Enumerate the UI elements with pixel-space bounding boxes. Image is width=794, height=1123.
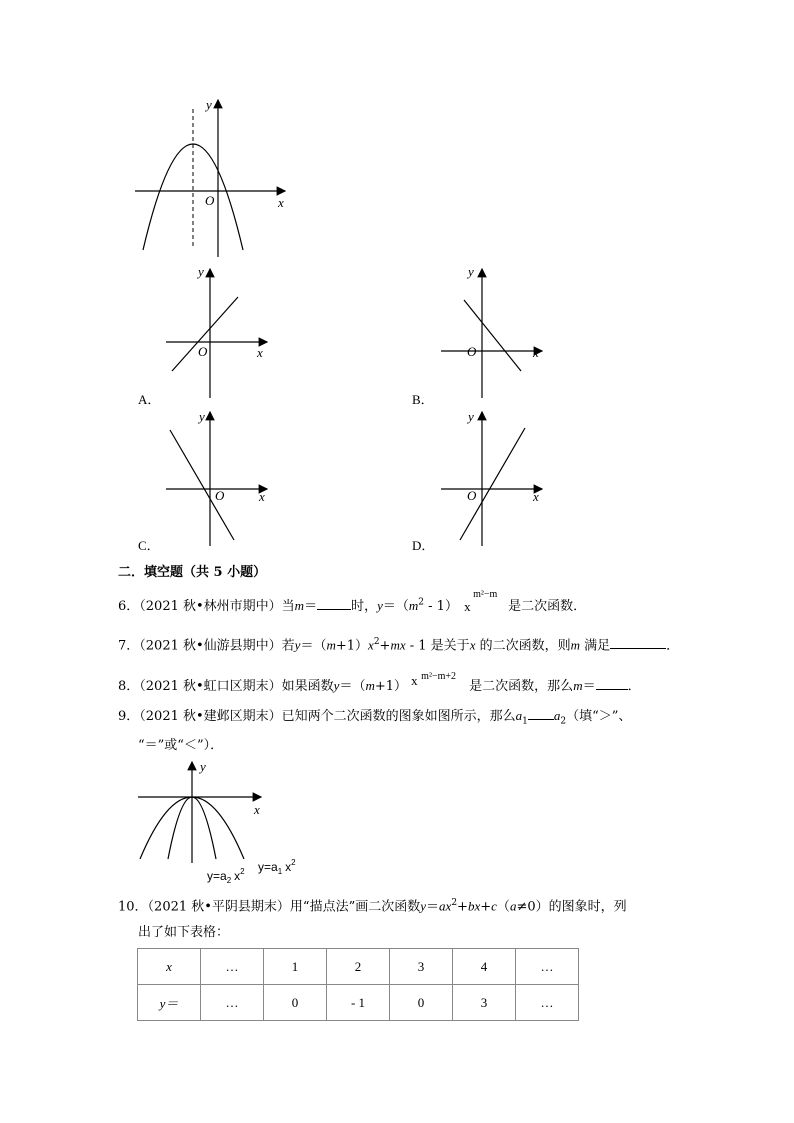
var-m: m [326,637,336,653]
question-8 [118,672,641,696]
text: 满足 [580,638,611,654]
text: ≠0）的图象时，列 [516,899,627,915]
question-6 [118,589,587,616]
text: - 1 是关于 [405,638,470,654]
question-source: （2021 秋•仙游县期中）若 [139,638,295,654]
table-cell: 2 [327,949,390,985]
option-b-label[interactable]: B． [412,392,434,407]
answer-blank[interactable] [528,707,554,720]
text: （ [496,899,510,915]
line-graph [172,297,238,371]
table-row [138,949,579,985]
subscript: 1 [522,716,528,727]
line-graph [460,428,525,540]
x-label: x [259,489,265,504]
x-label: x [533,345,539,360]
table-cell: 1 [264,949,327,985]
power-expression [411,672,469,690]
text: ＝（ [339,679,366,694]
table-cell: 4 [453,949,516,985]
var-a: a [509,898,517,914]
table-cell: 3 [453,985,516,1021]
text: ＝ [426,899,440,915]
question-number: 8． [118,679,140,694]
var-a2: a [553,708,561,723]
var-x: x [469,637,476,653]
question-10-line-2: 出了如下表格： [138,925,230,940]
option-d-graph [437,408,552,548]
origin-label: O [215,488,225,503]
var-a1: a [515,708,523,723]
question-number: 6． [118,599,140,614]
question-10 [118,894,627,916]
var-m: m [365,678,375,693]
option-c-label[interactable]: C． [138,538,160,553]
option-b-graph [437,265,552,400]
origin-label: O [467,344,477,359]
option-c-graph [162,408,277,548]
section-heading: 二．填空题（共 5 小题） [118,565,267,580]
y-label: y [468,409,474,424]
label-a1: $y=a_1$ $x^2$ [258,858,296,876]
table-cell: x [138,949,201,985]
var-y: y [420,898,427,914]
table-cell: 3 [390,949,453,985]
var-ax: ax [439,898,452,914]
text: +1） [335,638,369,654]
question-source: （2021 秋•建邺区期末）已知两个二次函数的图象如图所示，那么 [139,709,516,724]
y-label: y [206,97,212,112]
text: + [480,899,492,915]
answer-blank[interactable] [610,636,666,649]
line-graph [464,300,521,371]
y-label: y [200,759,206,774]
table-cell: … [201,985,264,1021]
y-label: y [198,265,204,279]
question-number: 10． [118,899,148,915]
subscript: 2 [560,716,567,727]
exponent: m²−m [473,589,498,600]
table-cell: … [516,985,579,1021]
table-cell: 0 [390,985,453,1021]
parabola-graph [135,95,295,260]
text: ＝ [304,599,318,614]
question-7 [118,633,679,655]
value-table [137,948,579,1021]
text: 的二次函数，则 [475,638,571,654]
x-label: x [257,345,263,360]
x-label: x [254,802,260,817]
power-expression [462,589,508,614]
var-x: x [411,673,418,688]
question-number: 9． [118,709,140,724]
two-parabolas-graph [136,758,311,883]
var-c: c [491,898,497,914]
table-row [138,985,579,1021]
var-mx: mx [390,637,406,653]
var-m: m [570,637,580,653]
table-cell: - 1 [327,985,390,1021]
var-y: y [377,598,383,613]
var-y: y [333,678,340,693]
option-a-label[interactable]: A． [138,392,161,407]
text: ＝ [582,679,596,694]
label-a2: $y=a_2$ $x^2$ [207,867,245,883]
text: - 1） [424,599,458,614]
text: 是二次函数，那么 [469,679,574,694]
var-m: m [573,678,583,693]
text: （填“＞”、 [566,709,632,724]
table-cell: … [516,949,579,985]
text: 是二次函数． [508,599,587,614]
text: + [457,899,468,915]
line-graph [170,430,234,540]
y-label: y [468,265,474,279]
question-source: （2021 秋•虹口区期末）如果函数 [139,679,334,694]
exponent: 2 [373,637,380,647]
question-source: （2021 秋•平阴县期末）用“描点法”画二次函数 [147,899,421,915]
table-cell: y＝ [138,985,201,1021]
text: ． [666,638,680,654]
var-y: y [294,637,301,653]
text: 时， [351,599,378,614]
table-cell: 0 [264,985,327,1021]
text: ＝（ [382,599,409,614]
var-bx: bx [467,898,481,914]
y-label: y [199,409,205,424]
exponent: 2 [418,597,425,608]
text: ． [627,679,641,694]
text: ＝（ [300,638,327,654]
var-x: x [464,599,471,614]
exponent: 2 [451,898,458,908]
answer-blank[interactable] [596,677,628,690]
exponent: m²−m+2 [421,671,457,682]
answer-blank[interactable] [317,597,351,610]
text: +1） [374,679,408,694]
origin-label: O [467,488,477,503]
option-d-label[interactable]: D． [412,538,435,553]
var-m: m [408,598,419,613]
var-x: x [368,637,374,653]
question-9 [118,707,631,731]
origin-label: O [198,344,208,359]
x-label: x [278,195,284,210]
var-m: m [294,598,305,613]
question-number: 7． [118,638,140,654]
text: + [379,638,391,654]
option-a-graph [162,265,277,400]
table-cell: … [201,949,264,985]
question-source: （2021 秋•林州市期中）当 [139,599,295,614]
question-9-line-2: “＝”或“＜”）． [138,738,224,753]
origin-label: O [205,193,215,208]
x-label: x [533,489,539,504]
